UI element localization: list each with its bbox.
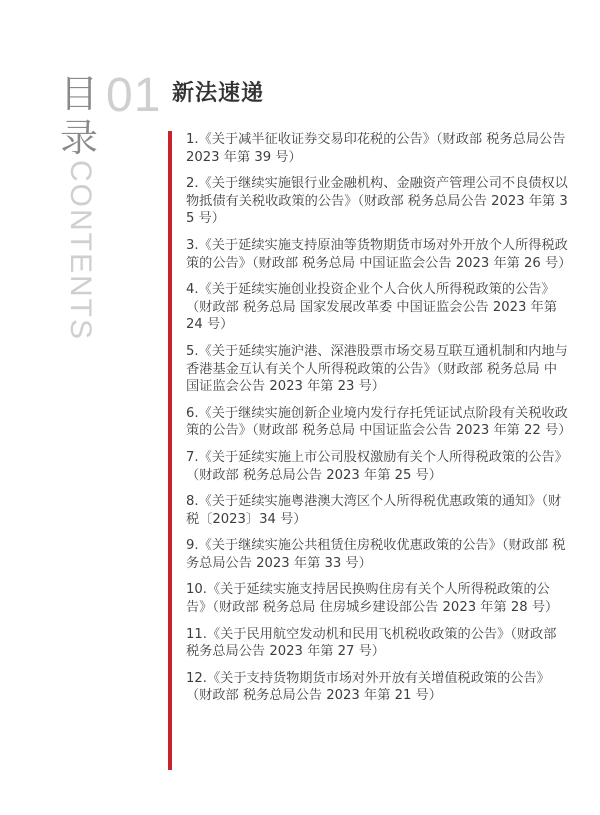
toc-item-9[interactable]: 9.《关于继续实施公共租赁住房税收优惠政策的公告》（财政部 税务总局公告 2023 年第 33 号） (186, 538, 566, 571)
contents-vertical-label: CONTENTS (64, 160, 97, 341)
toc-item-3[interactable]: 3.《关于延续实施支持原油等货物期货市场对外开放个人所得税政策的公告》（财政部 税务总局 中国证监会公告 2023 年第 26 号） (186, 237, 572, 271)
toc-item-11[interactable]: 11.《关于民用航空发动机和民用飞机税收政策的公告》（财政部 税务总局公告 2023 年第 27 号） (186, 626, 557, 660)
toc-item-12[interactable]: 12.《关于支持货物期货市场对外开放有关增值税政策的公告》（财政部 税务总局公告 2023 年第 21 号） (186, 670, 550, 704)
toc-item-1[interactable]: 1.《关于减半征收证券交易印花税的公告》（财政部 税务总局公告 2023 年第 39 号） (186, 132, 566, 165)
mulu-heading: 目录 (60, 72, 99, 160)
toc-list (186, 131, 572, 714)
toc-item-2[interactable]: 2.《关于继续实施银行业金融机构、金融资产管理公司不良债权以物抵债有关税收政策的公告》（财政部 税务总局公告 2023 年第 35 号） (186, 176, 568, 227)
toc-item-4[interactable]: 4.《关于延续实施创业投资企业个人合伙人所得税政策的公告》（财政部 税务总局 国家发展改革委 中国证监会公告 2023 年第 24 号） (186, 282, 558, 333)
toc-item-5[interactable]: 5.《关于延续实施沪港、深港股票市场交易互联互通机制和内地与香港基金互认有关个人所得税政策的公告》（财政部 税务总局 中国证监会公告 2023 年第 23 号） (186, 343, 568, 395)
section-title: 新法速递 (172, 81, 265, 106)
toc-item-6[interactable]: 6.《关于继续实施创新企业境内发行存托凭证试点阶段有关税收政策的公告》（财政部 税务总局 中国证监会公告 2023 年第 22 号） (186, 405, 572, 439)
toc-item-7[interactable]: 7.《关于延续实施上市公司股权激励有关个人所得税政策的公告》（财政部 税务总局公告 2023 年第 25 号） (186, 449, 568, 483)
toc-item-10[interactable]: 10.《关于延续实施支持居民换购住房有关个人所得税政策的公告》（财政部 税务总局 住房城乡建设部公告 2023 年第 28 号） (186, 582, 559, 616)
accent-bar (168, 131, 172, 770)
toc-item-8[interactable]: 8.《关于延续实施粤港澳大湾区个人所得税优惠政策的通知》（财税〔2023〕34 号） (186, 494, 562, 527)
section-number: 01 (106, 69, 162, 122)
